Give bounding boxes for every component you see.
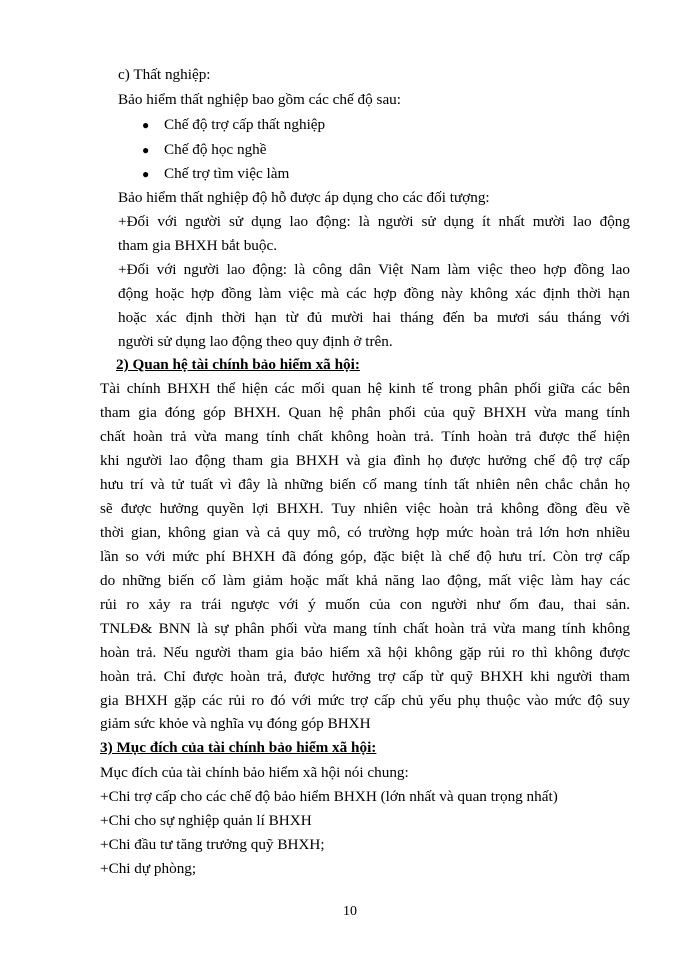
section-3-item-3: +Chi đầu tư tăng trưởng quỹ BHXH; bbox=[100, 836, 325, 853]
section-3-heading bbox=[100, 737, 376, 759]
paragraph-line: hoàn trả. Nếu người tham gia bảo hiểm xã hội không gặp rủi ro thì không được bbox=[100, 644, 630, 661]
paragraph-line: hoàn trả. Chỉ được hoàn trả, được hưởng trợ cấp từ quỹ BHXH khi người tham bbox=[100, 668, 630, 685]
paragraph-line: gia BHXH gặp các rủi ro đó với mức trợ cấp chủ yếu phụ thuộc vào mức độ suy bbox=[100, 692, 630, 709]
section-3-item-1: +Chi trợ cấp cho các chế độ bảo hiểm BHXH (lớn nhất và quan trọng nhất) bbox=[100, 788, 558, 805]
paragraph-line: sẽ được hưởng quyền lợi BHXH. Tuy nhiên việc hoàn trả không đồng đều về bbox=[100, 500, 630, 517]
paragraph-line: khi người lao động tham gia BHXH và gia đình họ được hưởng chế độ trợ cấp bbox=[100, 452, 630, 469]
employee-line-3: hoặc xác định thời hạn từ đủ mười hai tháng đến ba mươi sáu tháng với bbox=[118, 309, 630, 326]
section-3-item-4: +Chi dự phòng; bbox=[100, 860, 197, 877]
employer-line-1: +Đối với người sử dụng lao động: là người sử dụng ít nhất mười lao động bbox=[118, 213, 630, 230]
section-2-heading: 2) Quan hệ tài chính bảo hiểm xã hội: bbox=[116, 356, 360, 373]
employer-line-2: tham gia BHXH bắt buộc. bbox=[118, 237, 278, 254]
paragraph-line: rủi ro xảy ra trái ngược với ý muốn của con người như ốm đau, thai sản. bbox=[100, 596, 630, 613]
paragraph-line: giảm sức khỏe và nghĩa vụ đóng góp BHXH bbox=[100, 715, 371, 732]
paragraph-line: hưu trí và tử tuất vì đây là những biến cố mang tính tất nhiên nên chắc chắn họ bbox=[100, 476, 630, 493]
bullet-item-1: Chế độ trợ cấp thất nghiệp bbox=[164, 116, 326, 133]
paragraph-line: chất hoàn trả vừa mang tính chất không hoàn trả. Tính hoàn trả được thể hiện bbox=[100, 428, 630, 445]
bullet-dot-icon: ● bbox=[142, 118, 150, 132]
bullet-item-2: Chế độ học nghề bbox=[164, 141, 267, 158]
employee-line-1: +Đối với người lao động: là công dân Việt Nam làm việc theo hợp đồng lao bbox=[118, 261, 630, 278]
paragraph-line: Tài chính BHXH thể hiện các mối quan hệ kinh tế trong phân phối giữa các bên bbox=[100, 380, 630, 397]
employee-line-4: người sử dụng lao động theo quy định ở trên. bbox=[118, 333, 393, 350]
paragraph-line: lần so với mức phí BHXH đã đóng góp, đặc biệt là chế độ hưu trí. Còn trợ cấp bbox=[100, 548, 630, 565]
page-number: 10 bbox=[343, 904, 357, 919]
paragraph-line: thời gian, không gian và cả quy mô, có trường hợp mức hoàn trả lớn hơn nhiều bbox=[100, 524, 630, 541]
section-c-intro: Bảo hiểm thất nghiệp bao gồm các chế độ sau: bbox=[118, 91, 401, 108]
section-c-heading: c) Thất nghiệp: bbox=[118, 66, 211, 83]
paragraph-line: do những biến cố làm giảm hoặc mất khả năng lao động, mất việc làm hay các bbox=[100, 572, 630, 589]
paragraph-line: TNLĐ& BNN là sự phân phối vừa mang tính chất hoàn trả vừa mang tính không bbox=[100, 620, 630, 637]
bullet-dot-icon: ● bbox=[142, 167, 150, 181]
section-c-scope: Bảo hiểm thất nghiệp độ hỗ được áp dụng cho các đối tượng: bbox=[118, 189, 490, 206]
section-3-heading-text: 3) Mục đích của tài chính bảo hiểm xã hội: bbox=[100, 739, 377, 756]
section-3-item-2: +Chi cho sự nghiệp quản lí BHXH bbox=[100, 812, 312, 829]
bullet-item-3: Chế trợ tìm việc làm bbox=[164, 165, 290, 182]
paragraph-line: tham gia đóng góp BHXH. Quan hệ phân phối của quỹ BHXH vừa mang tính bbox=[100, 404, 630, 421]
section-3-intro: Mục đích của tài chính bảo hiểm xã hội nói chung: bbox=[100, 764, 409, 781]
bullet-dot-icon: ● bbox=[142, 143, 150, 157]
employee-line-2: động hoặc hợp đồng làm việc mà các hợp đồng này không xác định thời hạn bbox=[118, 285, 630, 302]
